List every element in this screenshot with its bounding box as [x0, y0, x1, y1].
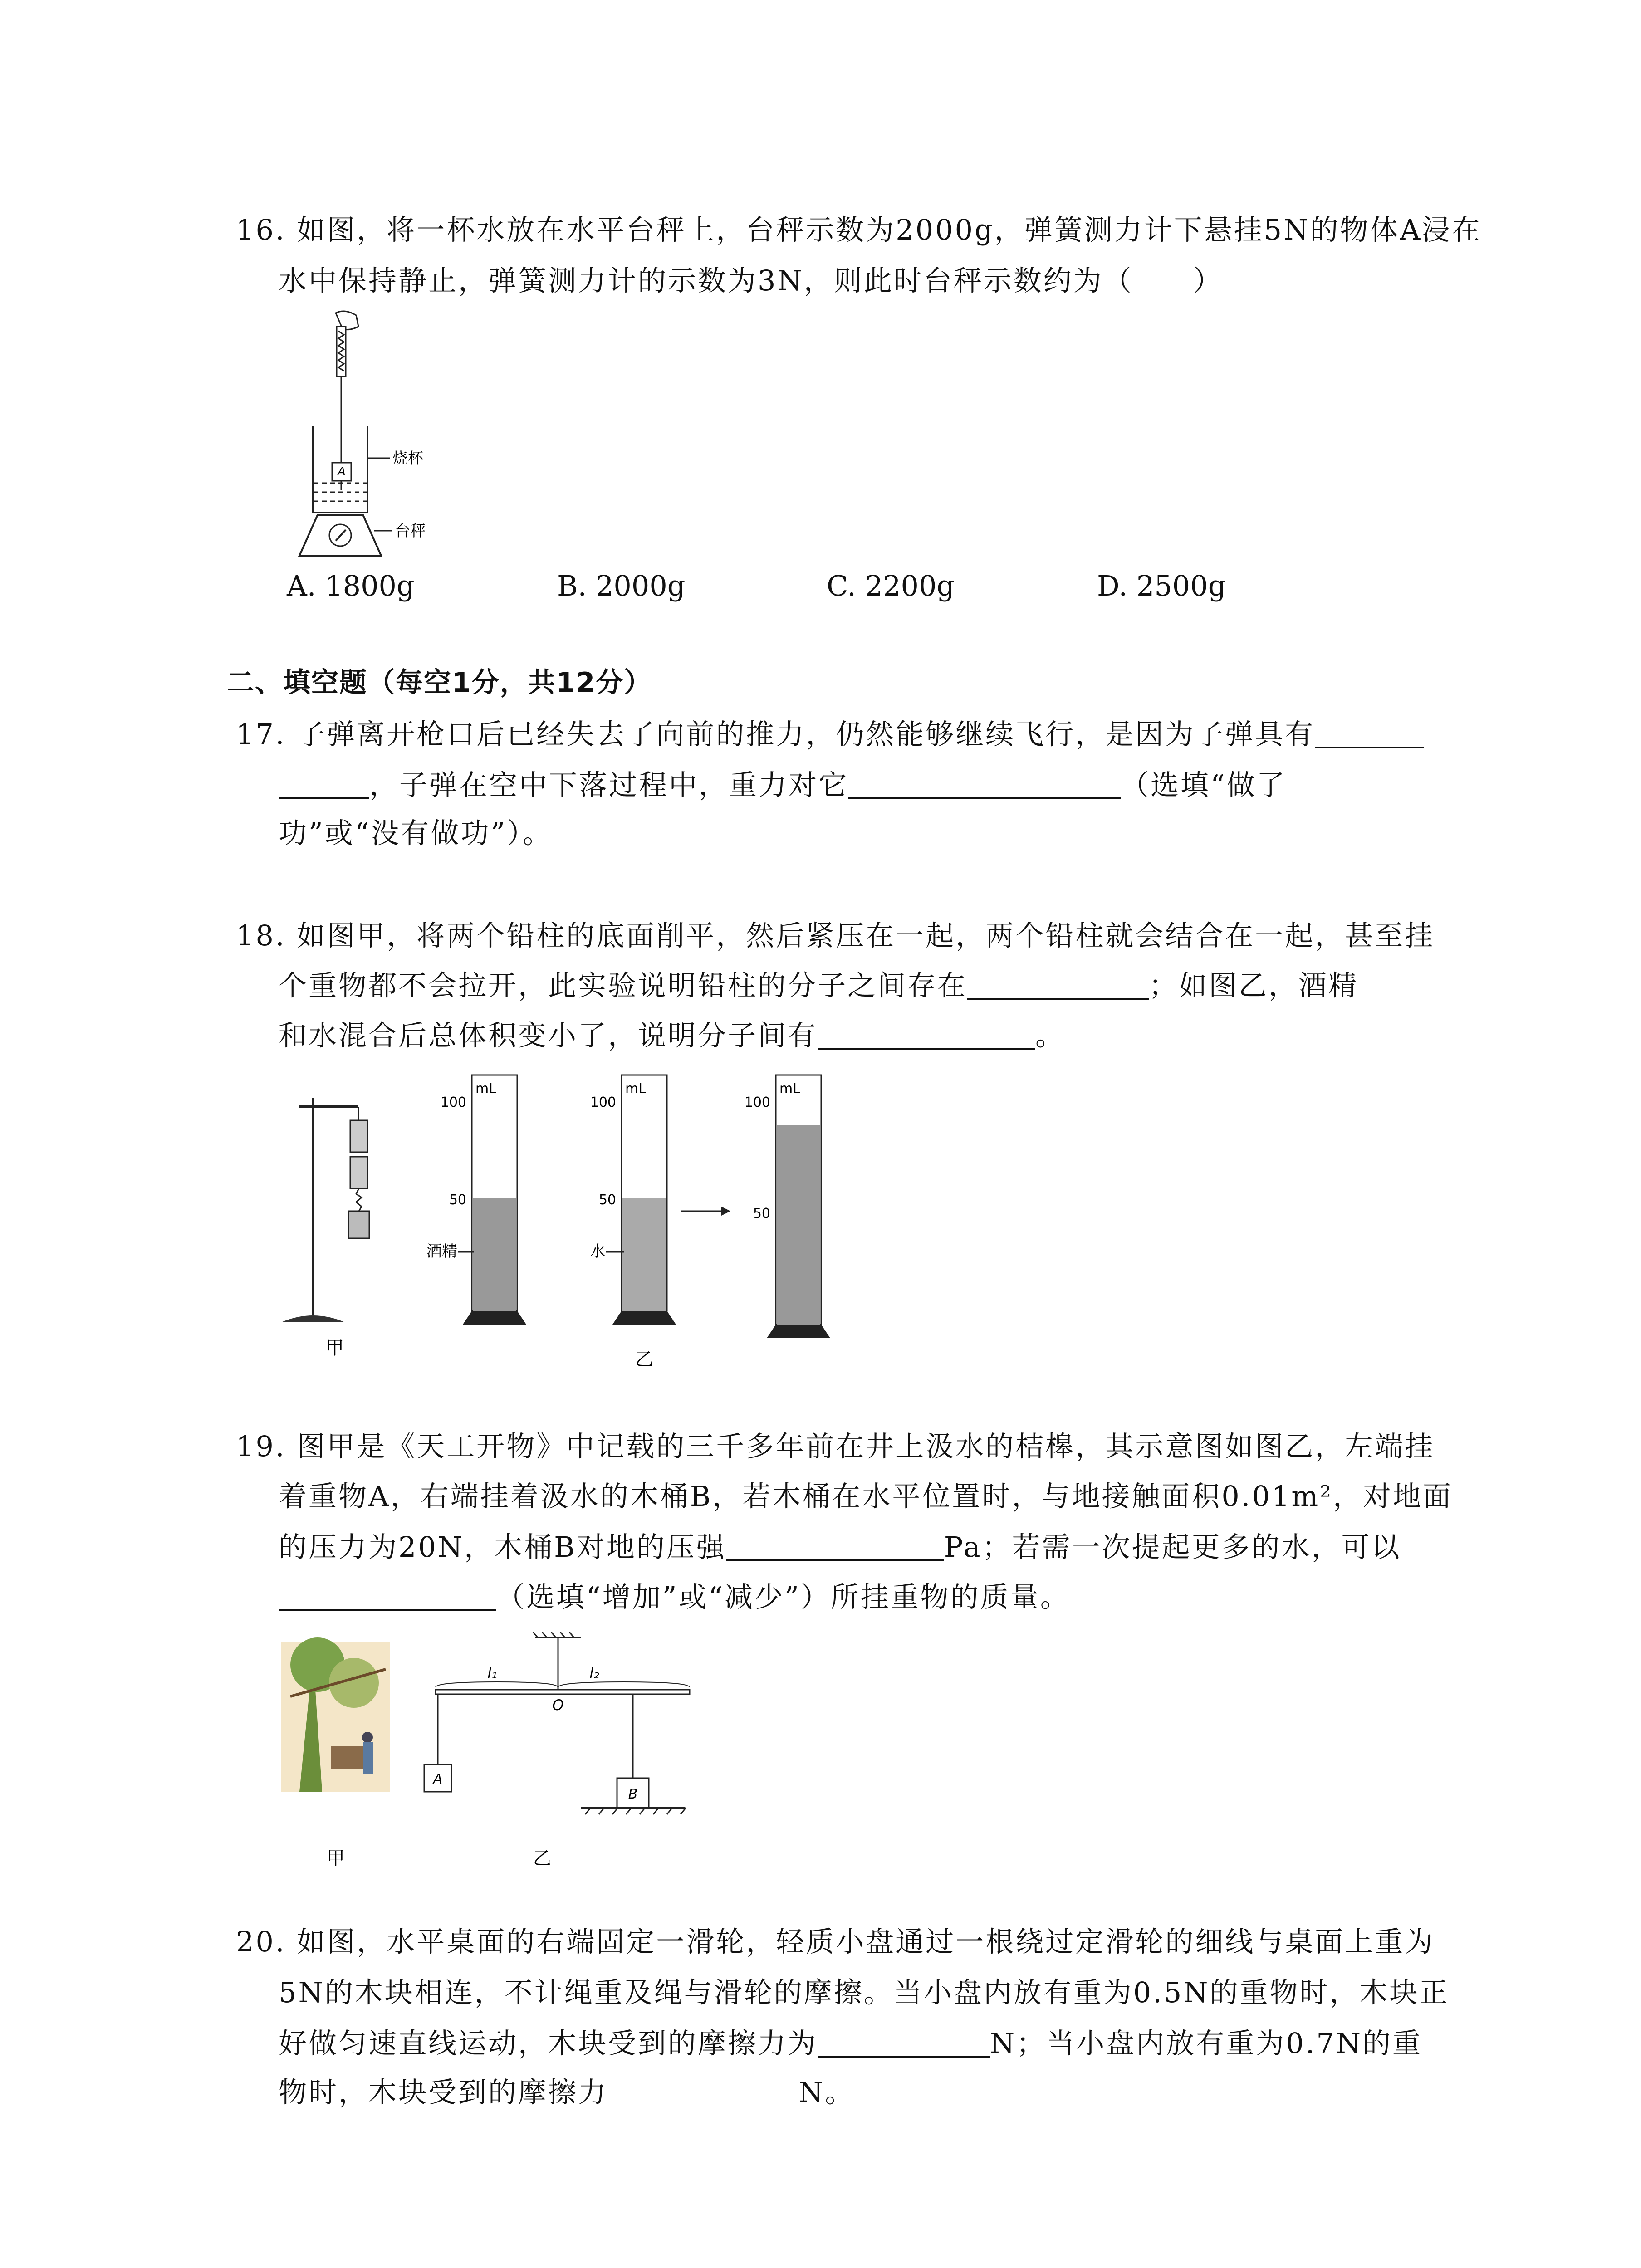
cyl3-tick-100: 100	[744, 1095, 770, 1110]
l1-label: l₁	[487, 1665, 497, 1682]
q20-line4	[279, 2078, 855, 2107]
q20-text-3b: N；当小盘内放有重为0.7N的重	[990, 2027, 1423, 2060]
q19-line2: 着重物A，右端挂着汲水的木桶B，若木桶在水平位置时，与地接触面积0.01m²，对地面	[279, 1480, 1453, 1513]
water-label: 水	[590, 1242, 605, 1261]
q18-caption-jia: 甲	[326, 1338, 344, 1359]
alcohol-label: 酒精	[426, 1242, 457, 1261]
cylinder-mixture	[767, 1075, 830, 1338]
block-a-label: A	[338, 465, 346, 479]
l2-label: l₂	[589, 1665, 599, 1682]
q18-line3	[279, 1019, 1066, 1052]
scale-label: 台秤	[395, 522, 426, 540]
section-heading: 二、填空题（每空1分，共12分）	[227, 667, 652, 699]
cyl1-tick-50: 50	[449, 1192, 466, 1208]
q20-line2: 5N的木块相连，不计绳重及绳与滑轮的摩擦。当小盘内放有重为0.5N的重物时，木块正	[279, 1976, 1450, 2009]
q18-line2	[279, 969, 1359, 1002]
q20-line1: 20. 如图，水平桌面的右端固定一滑轮，轻质小盘通过一根绕过定滑轮的细线与桌面上重为	[236, 1925, 1435, 1958]
q18-line1: 18. 如图甲，将两个铅柱的底面削平，然后紧压在一起，两个铅柱就会结合在一起，甚至挂	[236, 919, 1435, 952]
q19-text-4: （选填“增加”或“减少”）所挂重物的质量。	[496, 1580, 1070, 1613]
cyl2-unit: mL	[625, 1081, 646, 1097]
q18-text-2: 个重物都不会拉开，此实验说明铅柱的分子之间存在	[279, 969, 968, 1002]
cyl1-tick-100: 100	[440, 1095, 466, 1110]
q19-figure	[281, 1628, 735, 1873]
q17-blank-2[interactable]	[848, 771, 1121, 799]
lever-bar	[436, 1690, 690, 1694]
q19-line4	[279, 1580, 1070, 1613]
q16-line2: 水中保持静止，弹簧测力计的示数为3N，则此时台秤示数约为（ ）	[279, 264, 1223, 297]
q20-text-3: 好做匀速直线运动，木块受到的摩擦力为	[279, 2027, 818, 2060]
q19-line3	[279, 1530, 1401, 1564]
q18-figure	[272, 1061, 844, 1379]
cyl2-tick-50: 50	[598, 1192, 616, 1208]
q18-blank-1[interactable]	[967, 972, 1149, 1000]
option-a: A. 1800g	[287, 569, 415, 602]
q20-line3	[279, 2029, 1422, 2058]
cyl3-unit: mL	[779, 1081, 800, 1097]
q19-text-3: 的压力为20N，木桶B对地的压强	[279, 1530, 726, 1564]
cyl1-unit: mL	[475, 1081, 496, 1097]
q17-line1	[236, 718, 1424, 751]
q18-text-3b: 。	[1035, 1019, 1066, 1052]
pivot-label: O	[552, 1696, 564, 1714]
option-c: C. 2200g	[827, 569, 955, 602]
bucket-b-label: B	[628, 1786, 638, 1802]
q17-blank-1a[interactable]	[1315, 720, 1424, 748]
q20-text-4: 物时，木块受到的摩擦力	[279, 2076, 608, 2109]
cylinder-water	[612, 1075, 676, 1325]
weight-a-label: A	[433, 1771, 443, 1787]
q20-text-4b: N。	[798, 2076, 855, 2109]
q16-figure	[281, 308, 499, 562]
q17-line2	[279, 768, 1287, 802]
q19-text-3b: Pa；若需一次提起更多的水，可以	[944, 1530, 1401, 1564]
option-b: B. 2000g	[557, 569, 686, 602]
q19-caption-jia: 甲	[327, 1848, 345, 1869]
q17-line3: 功”或“没有做功”）。	[279, 816, 553, 850]
q19-blank-2[interactable]	[279, 1583, 496, 1611]
q17-text-2: ，子弹在空中下落过程中，重力对它	[369, 768, 849, 802]
cylinder-alcohol	[463, 1075, 526, 1325]
q18-caption-yi: 乙	[635, 1349, 653, 1370]
q20-blank-1[interactable]	[818, 2029, 990, 2058]
cyl3-tick-50: 50	[753, 1206, 770, 1222]
q17-text-2b: （选填“做了	[1121, 768, 1287, 802]
q17-blank-1b[interactable]	[279, 771, 369, 799]
well-sweep-illustration	[281, 1637, 390, 1792]
q18-blank-2[interactable]	[818, 1022, 1035, 1050]
q19-blank-1[interactable]	[726, 1533, 944, 1561]
q19-line1: 19. 图甲是《天工开物》中记载的三千多年前在井上汲水的桔槔，其示意图如图乙，左端挂	[236, 1430, 1435, 1463]
q17-text-1: 17. 子弹离开枪口后已经失去了向前的推力，仍然能够继续飞行，是因为子弹具有	[236, 718, 1315, 751]
q19-caption-yi: 乙	[533, 1848, 551, 1869]
beaker-label: 烧杯	[392, 450, 423, 468]
cyl2-tick-100: 100	[590, 1095, 616, 1110]
q18-text-3: 和水混合后总体积变小了，说明分子间有	[279, 1019, 818, 1052]
lead-cylinders-apparatus	[281, 1098, 369, 1322]
q18-text-2b: ；如图乙，酒精	[1149, 969, 1359, 1002]
option-d: D. 2500g	[1097, 569, 1226, 602]
lever-diagram	[424, 1632, 690, 1814]
q16-line1: 16. 如图，将一杯水放在水平台秤上，台秤示数为2000g，弹簧测力计下悬挂5N的物体A浸在	[236, 213, 1482, 246]
